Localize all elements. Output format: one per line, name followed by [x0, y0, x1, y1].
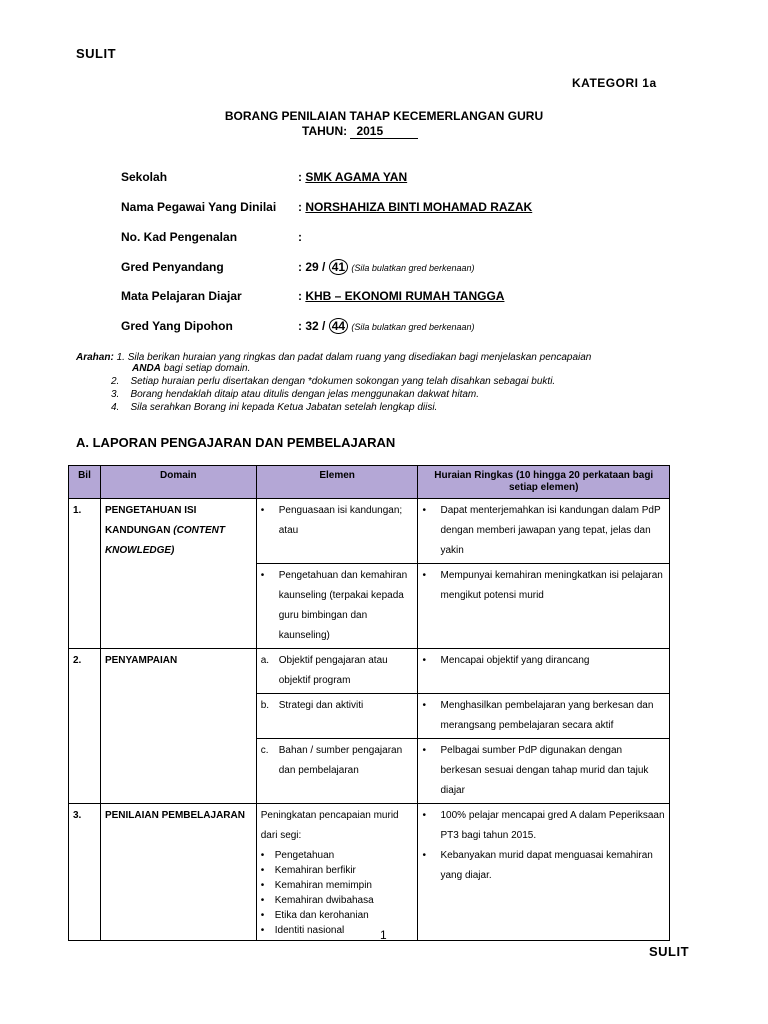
- r1-elemen-2: [256, 564, 418, 649]
- bullet-icon: •: [260, 865, 265, 876]
- mp-value: KHB – EKONOMI RUMAH TANGGA: [305, 289, 505, 303]
- kp-value: :: [298, 230, 302, 244]
- sekolah-label: Sekolah: [121, 170, 168, 184]
- bullet-icon: •: [422, 655, 426, 666]
- r2-hr3-text: Pelbagai sumber PdP digunakan dengan berkesan sesuai dengan tahap murid dan tajuk diajar: [440, 745, 649, 796]
- tahun-row: [302, 124, 418, 139]
- gd-field: : 32 / 44 (Sila bulatkan gred berkenaan): [298, 319, 475, 333]
- gred-field: : 29 / 41 (Sila bulatkan gred berkenaan): [298, 260, 475, 274]
- r2-bil: 2.: [69, 649, 101, 804]
- r3-elemen: [256, 804, 418, 941]
- r2-el2-idx: b.: [260, 700, 270, 711]
- r3-hr2-text: Kebanyakan murid dapat menguasai kemahiran yang diajar.: [440, 850, 653, 881]
- sekolah-field: : SMK AGAMA YAN: [298, 170, 408, 184]
- th-domain: Domain: [100, 466, 256, 499]
- gd-b-circled: 44: [329, 318, 348, 334]
- gd-a: 32: [305, 319, 319, 333]
- arahan-anda: ANDA: [132, 363, 161, 374]
- list-item-text: Kemahiran memimpin: [274, 880, 372, 891]
- r2-el3-idx: c.: [260, 745, 269, 756]
- r2-el1-idx: a.: [260, 655, 270, 666]
- bullet-icon: •: [422, 505, 426, 516]
- gred-note: (Sila bulatkan gred berkenaan): [351, 263, 475, 273]
- th-bil: Bil: [69, 466, 101, 499]
- sulit-bottom: SULIT: [649, 944, 690, 959]
- r1-hr1-text: Dapat menterjemahkan isi kandungan dalam PdP dengan memberi jawapan yang tepat, jelas dan yakin: [440, 505, 661, 556]
- list-item: [261, 908, 414, 923]
- list-item-text: Pengetahuan: [274, 850, 335, 861]
- mp-label: Mata Pelajaran Diajar: [121, 289, 242, 303]
- r2-elemen-1: [256, 649, 418, 694]
- arahan-item4: 4. Sila serahkan Borang ini kepada Ketua Jabatan setelah lengkap diisi.: [111, 402, 438, 413]
- nama-value: NORSHAHIZA BINTI MOHAMAD RAZAK: [305, 200, 533, 214]
- kp-label: No. Kad Pengenalan: [121, 230, 238, 244]
- bullet-icon: •: [260, 895, 265, 906]
- arahan-item3: 3. Borang hendaklah ditaip atau ditulis dengan jelas menggunakan dakwat hitam.: [111, 389, 480, 400]
- table-row: [69, 499, 670, 564]
- list-item-text: Identiti nasional: [274, 925, 345, 936]
- list-item-text: Etika dan kerohanian: [274, 910, 369, 921]
- tahun-label: TAHUN:: [302, 124, 348, 138]
- arahan-item1-cont: bagi setiap domain.: [163, 363, 251, 374]
- bullet-icon: •: [260, 570, 265, 581]
- r1-huraian-1: [418, 499, 670, 564]
- r3-bil: 3.: [69, 804, 101, 941]
- r3-domain: PENILAIAN PEMBELAJARAN: [100, 804, 256, 941]
- r2-el3-text: Bahan / sumber pengajaran dan pembelajaran: [278, 745, 403, 776]
- arahan-label: Arahan:: [76, 352, 114, 363]
- r1-domain-a: PENGETAHUAN ISI KANDUNGAN: [104, 505, 197, 536]
- gd-label: Gred Yang Dipohon: [121, 319, 233, 333]
- bullet-icon: •: [260, 880, 265, 891]
- r2-hr1-text: Mencapai objektif yang dirancang: [440, 655, 590, 666]
- arahan: [76, 352, 686, 413]
- table-row: [69, 804, 670, 941]
- section-a-title: A. LAPORAN PENGAJARAN DAN PEMBELAJARAN: [76, 435, 396, 450]
- r3-el-intro: Peningkatan pencapaian murid dari segi:: [260, 810, 399, 841]
- r2-elemen-2: [256, 694, 418, 739]
- table-row: [69, 649, 670, 694]
- bullet-icon: •: [260, 850, 265, 861]
- gred-a: 29: [305, 260, 319, 274]
- r1-domain: [100, 499, 256, 649]
- list-item: [261, 878, 414, 893]
- sekolah-value: SMK AGAMA YAN: [305, 170, 408, 184]
- r2-el1-text: Objektif pengajaran atau objektif program: [278, 655, 388, 686]
- gred-label: Gred Penyandang: [121, 260, 224, 274]
- bullet-icon: •: [422, 700, 426, 711]
- tahun-value: 2015: [350, 124, 418, 139]
- bullet-icon: •: [422, 745, 426, 756]
- r2-huraian-3: [418, 739, 670, 804]
- r1-huraian-2: [418, 564, 670, 649]
- list-item-text: Kemahiran berfikir: [274, 865, 356, 876]
- r1-bil: 1.: [69, 499, 101, 649]
- r1-el1-text: Penguasaan isi kandungan; atau: [278, 505, 403, 536]
- r1-hr2-text: Mempunyai kemahiran meningkatkan isi pelajaran mengikut potensi murid: [440, 570, 663, 601]
- table-header-row: [69, 466, 670, 499]
- assessment-table: [68, 465, 670, 941]
- list-item-text: Kemahiran dwibahasa: [274, 895, 374, 906]
- r2-elemen-3: [256, 739, 418, 804]
- arahan-item1: 1. Sila berikan huraian yang ringkas dan padat dalam ruang yang disediakan bagi menjelaskan pencapaian: [116, 352, 592, 363]
- gd-note: (Sila bulatkan gred berkenaan): [351, 322, 475, 332]
- th-huraian: Huraian Ringkas (10 hingga 20 perkataan bagi setiap elemen): [418, 466, 670, 499]
- arahan-item2: 2. Setiap huraian perlu disertakan dengan *dokumen sokongan yang telah disahkan sebagai bukti.: [111, 376, 556, 387]
- r1-domain-b: (CONTENT KNOWLEDGE): [104, 525, 225, 556]
- th-elemen: Elemen: [256, 466, 418, 499]
- bullet-icon: •: [260, 505, 265, 516]
- r1-elemen-1: [256, 499, 418, 564]
- kategori: KATEGORI 1a: [572, 76, 657, 90]
- mp-field: : KHB – EKONOMI RUMAH TANGGA: [298, 289, 505, 303]
- list-item: [261, 923, 414, 938]
- list-item: [261, 848, 414, 863]
- bullet-icon: •: [260, 925, 265, 936]
- r3-huraian: [418, 804, 670, 941]
- nama-label: Nama Pegawai Yang Dinilai: [121, 200, 277, 214]
- sulit-top: SULIT: [76, 46, 117, 61]
- gred-b-circled: 41: [329, 259, 348, 275]
- nama-field: : NORSHAHIZA BINTI MOHAMAD RAZAK: [298, 200, 533, 214]
- r2-huraian-2: [418, 694, 670, 739]
- bullet-icon: •: [422, 570, 426, 581]
- page-number: 1: [380, 928, 387, 942]
- r3-hr1-text: 100% pelajar mencapai gred A dalam Peperiksaan PT3 bagi tahun 2015.: [440, 810, 665, 841]
- r2-hr2-text: Menghasilkan pembelajaran yang berkesan dan merangsang pembelajaran secara aktif: [440, 700, 654, 731]
- bullet-icon: •: [422, 810, 426, 821]
- bullet-icon: •: [422, 850, 426, 861]
- list-item: [261, 893, 414, 908]
- form-title: BORANG PENILAIAN TAHAP KECEMERLANGAN GURU: [224, 109, 544, 123]
- r1-el2-text: Pengetahuan dan kemahiran kaunseling (terpakai kepada guru bimbingan dan kaunseling): [278, 570, 408, 641]
- r2-domain: PENYAMPAIAN: [100, 649, 256, 804]
- r2-el2-text: Strategi dan aktiviti: [278, 700, 364, 711]
- r2-huraian-1: [418, 649, 670, 694]
- list-item: [261, 863, 414, 878]
- bullet-icon: •: [260, 910, 265, 921]
